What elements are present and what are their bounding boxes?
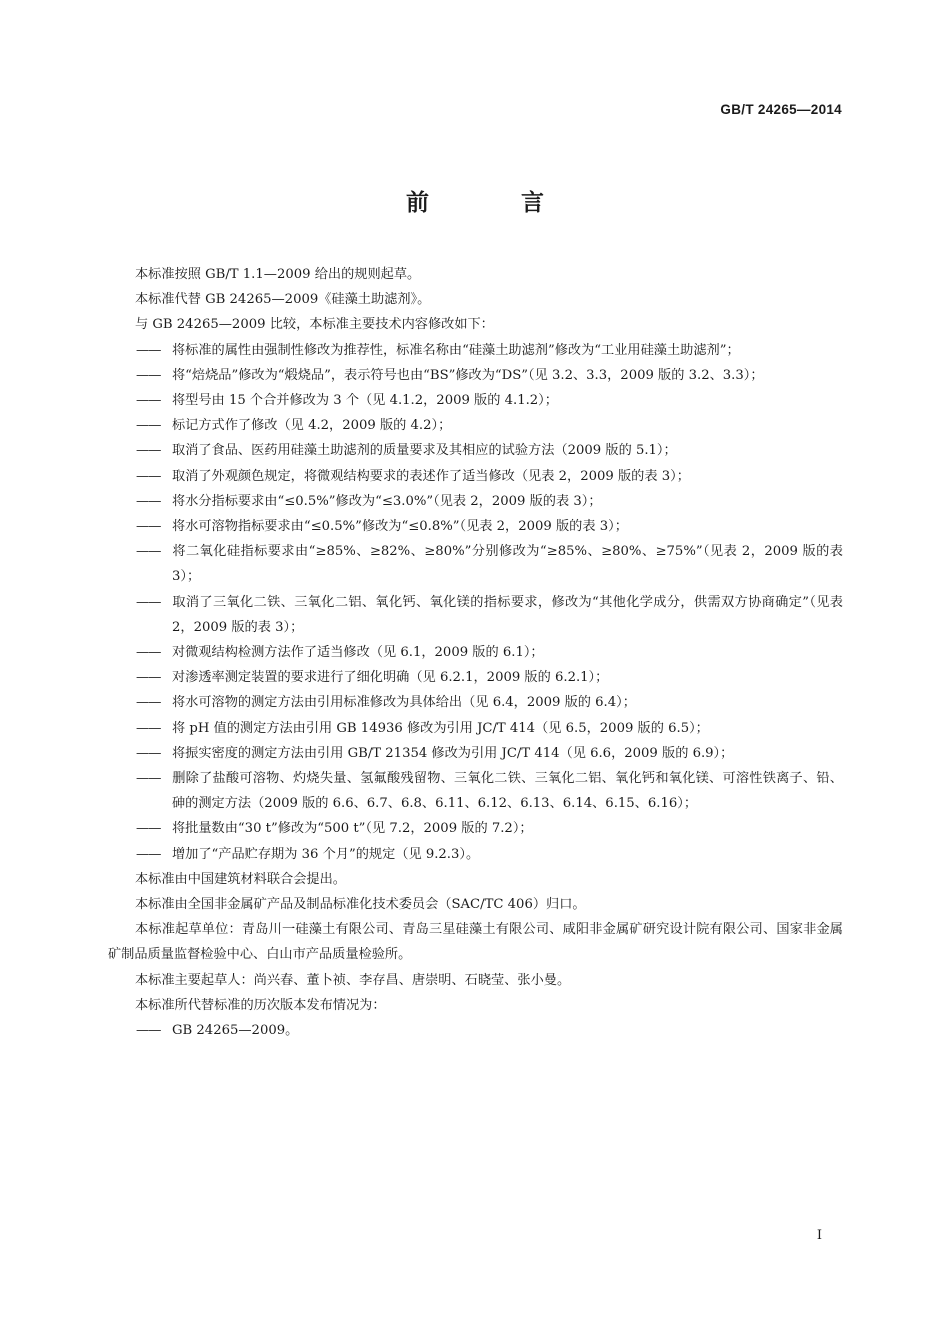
change-item-text: 将标准的属性由强制性修改为推荐性，标准名称由“硅藻土助滤剂”修改为“工业用硅藻土助滤剂”； bbox=[172, 342, 740, 358]
dash-mark: —— bbox=[136, 468, 161, 484]
change-item-text: 将批量数由“30 t”修改为“500 t”（见 7.2，2009 版的 7.2）； bbox=[172, 821, 533, 837]
change-item bbox=[108, 413, 843, 438]
change-item bbox=[108, 539, 843, 589]
dash-mark: —— bbox=[136, 821, 161, 837]
dash-mark: —— bbox=[136, 493, 161, 509]
paragraph-changes-intro: 与 GB 24265—2009 比较，本标准主要技术内容修改如下： bbox=[135, 317, 494, 333]
change-item-text: 将 pH 值的测定方法由引用 GB 14936 修改为引用 JC/T 414（见 6.5，2009 版的 6.5）； bbox=[172, 720, 709, 736]
change-item-text: 对微观结构检测方法作了适当修改（见 6.1，2009 版的 6.1）； bbox=[172, 645, 544, 661]
page-number: I bbox=[816, 1228, 822, 1243]
dash-mark: —— bbox=[136, 695, 161, 711]
change-item-text: 将“焙烧品”修改为“煅烧品”，表示符号也由“BS”修改为“DS”（见 3.2、3.3，2009 版的 3.2、3.3）； bbox=[172, 367, 764, 383]
change-item bbox=[108, 388, 843, 413]
paragraph-version-history: 本标准所代替标准的历次版本发布情况为： bbox=[135, 997, 386, 1013]
change-item-text: 对渗透率测定装置的要求进行了细化明确（见 6.2.1，2009 版的 6.2.1）； bbox=[172, 670, 609, 686]
change-item bbox=[108, 464, 843, 489]
change-item bbox=[108, 590, 843, 640]
dash-mark: —— bbox=[136, 367, 161, 383]
change-item bbox=[108, 690, 843, 715]
change-item bbox=[108, 363, 843, 388]
paragraph-replaces: 本标准代替 GB 24265—2009《硅藻土助滤剂》。 bbox=[135, 292, 431, 308]
change-item-text: 取消了三氧化二铁、三氧化二铝、氧化钙、氧化镁的指标要求，修改为“其他化学成分，供需双方协商确定”（见表 2，2009 版的表 3）； bbox=[172, 594, 843, 635]
dash-mark: —— bbox=[136, 519, 161, 535]
dash-mark: —— bbox=[136, 594, 161, 610]
dash-mark: —— bbox=[136, 720, 161, 736]
dash-mark: —— bbox=[136, 771, 161, 787]
dash-mark: —— bbox=[136, 1023, 161, 1039]
previous-version-text: GB 24265—2009。 bbox=[172, 1023, 299, 1039]
change-item bbox=[108, 514, 843, 539]
previous-version-item bbox=[108, 1018, 843, 1043]
dash-mark: —— bbox=[136, 645, 161, 661]
change-item bbox=[108, 716, 843, 741]
page-title: 前 言 bbox=[405, 190, 586, 216]
dash-mark: —— bbox=[136, 443, 161, 459]
change-item bbox=[108, 816, 843, 841]
change-item-text: 将二氧化硅指标要求由“≥85%、≥82%、≥80%”分别修改为“≥85%、≥80%、≥75%”（见表 2，2009 版的表 3）； bbox=[172, 544, 843, 585]
dash-mark: —— bbox=[136, 745, 161, 761]
dash-mark: —— bbox=[136, 846, 161, 862]
change-item-text: 删除了盐酸可溶物、灼烧失量、氢氟酸残留物、三氧化二铁、三氧化二铝、氧化钙和氧化镁、可溶性铁离子、铅、砷的测定方法（2009 版的 6.6、6.7、6.8、6.11、6.12、6.13、6.14、6.15、6.16）； bbox=[172, 771, 843, 812]
change-item-text: 增加了“产品贮存期为 36 个月”的规定（见 9.2.3）。 bbox=[172, 846, 480, 862]
standard-code: GB/T 24265—2014 bbox=[720, 102, 842, 117]
change-item-text: 将水分指标要求由“≤0.5%”修改为“≤3.0%”（见表 2，2009 版的表 3）； bbox=[172, 493, 602, 509]
dash-mark: —— bbox=[136, 418, 161, 434]
paragraph-drafting-units: 本标准起草单位：青岛川一硅藻土有限公司、青岛三星硅藻土有限公司、咸阳非金属矿研究设计院有限公司、国家非金属矿制品质量监督检验中心、白山市产品质量检验所。 bbox=[108, 922, 843, 963]
change-item bbox=[108, 842, 843, 867]
change-item-text: 将水可溶物指标要求由“≤0.5%”修改为“≤0.8%”（见表 2，2009 版的表 3）； bbox=[172, 519, 628, 535]
paragraph-proposer: 本标准由中国建筑材料联合会提出。 bbox=[135, 871, 346, 887]
change-item-text: 取消了食品、医药用硅藻土助滤剂的质量要求及其相应的试验方法（2009 版的 5.1）； bbox=[172, 443, 677, 459]
change-item-text: 将水可溶物的测定方法由引用标准修改为具体给出（见 6.4，2009 版的 6.4）； bbox=[172, 695, 636, 711]
dash-mark: —— bbox=[136, 544, 161, 560]
change-item-text: 将振实密度的测定方法由引用 GB/T 21354 修改为引用 JC/T 414（见 6.6，2009 版的 6.9）； bbox=[172, 745, 734, 761]
change-item bbox=[108, 741, 843, 766]
change-item-text: 将型号由 15 个合并修改为 3 个（见 4.1.2，2009 版的 4.1.2）； bbox=[172, 393, 558, 409]
paragraph-committee: 本标准由全国非金属矿产品及制品标准化技术委员会（SAC/TC 406）归口。 bbox=[135, 897, 586, 913]
dash-mark: —— bbox=[136, 393, 161, 409]
change-item bbox=[108, 640, 843, 665]
change-item bbox=[108, 766, 843, 816]
paragraph-drafting-rule: 本标准按照 GB/T 1.1—2009 给出的规则起草。 bbox=[135, 267, 421, 282]
change-item-text: 标记方式作了修改（见 4.2，2009 版的 4.2）； bbox=[172, 418, 452, 434]
document-body bbox=[108, 262, 843, 1043]
change-item bbox=[108, 665, 843, 690]
change-item bbox=[108, 438, 843, 463]
dash-mark: —— bbox=[136, 342, 161, 358]
change-item bbox=[108, 338, 843, 363]
dash-mark: —— bbox=[136, 670, 161, 686]
paragraph-drafters: 本标准主要起草人：尚兴春、董卜祯、李存昌、唐崇明、石晓莹、张小曼。 bbox=[135, 972, 571, 988]
change-item bbox=[108, 489, 843, 514]
change-item-text: 取消了外观颜色规定，将微观结构要求的表述作了适当修改（见表 2，2009 版的表 3）； bbox=[172, 468, 690, 484]
